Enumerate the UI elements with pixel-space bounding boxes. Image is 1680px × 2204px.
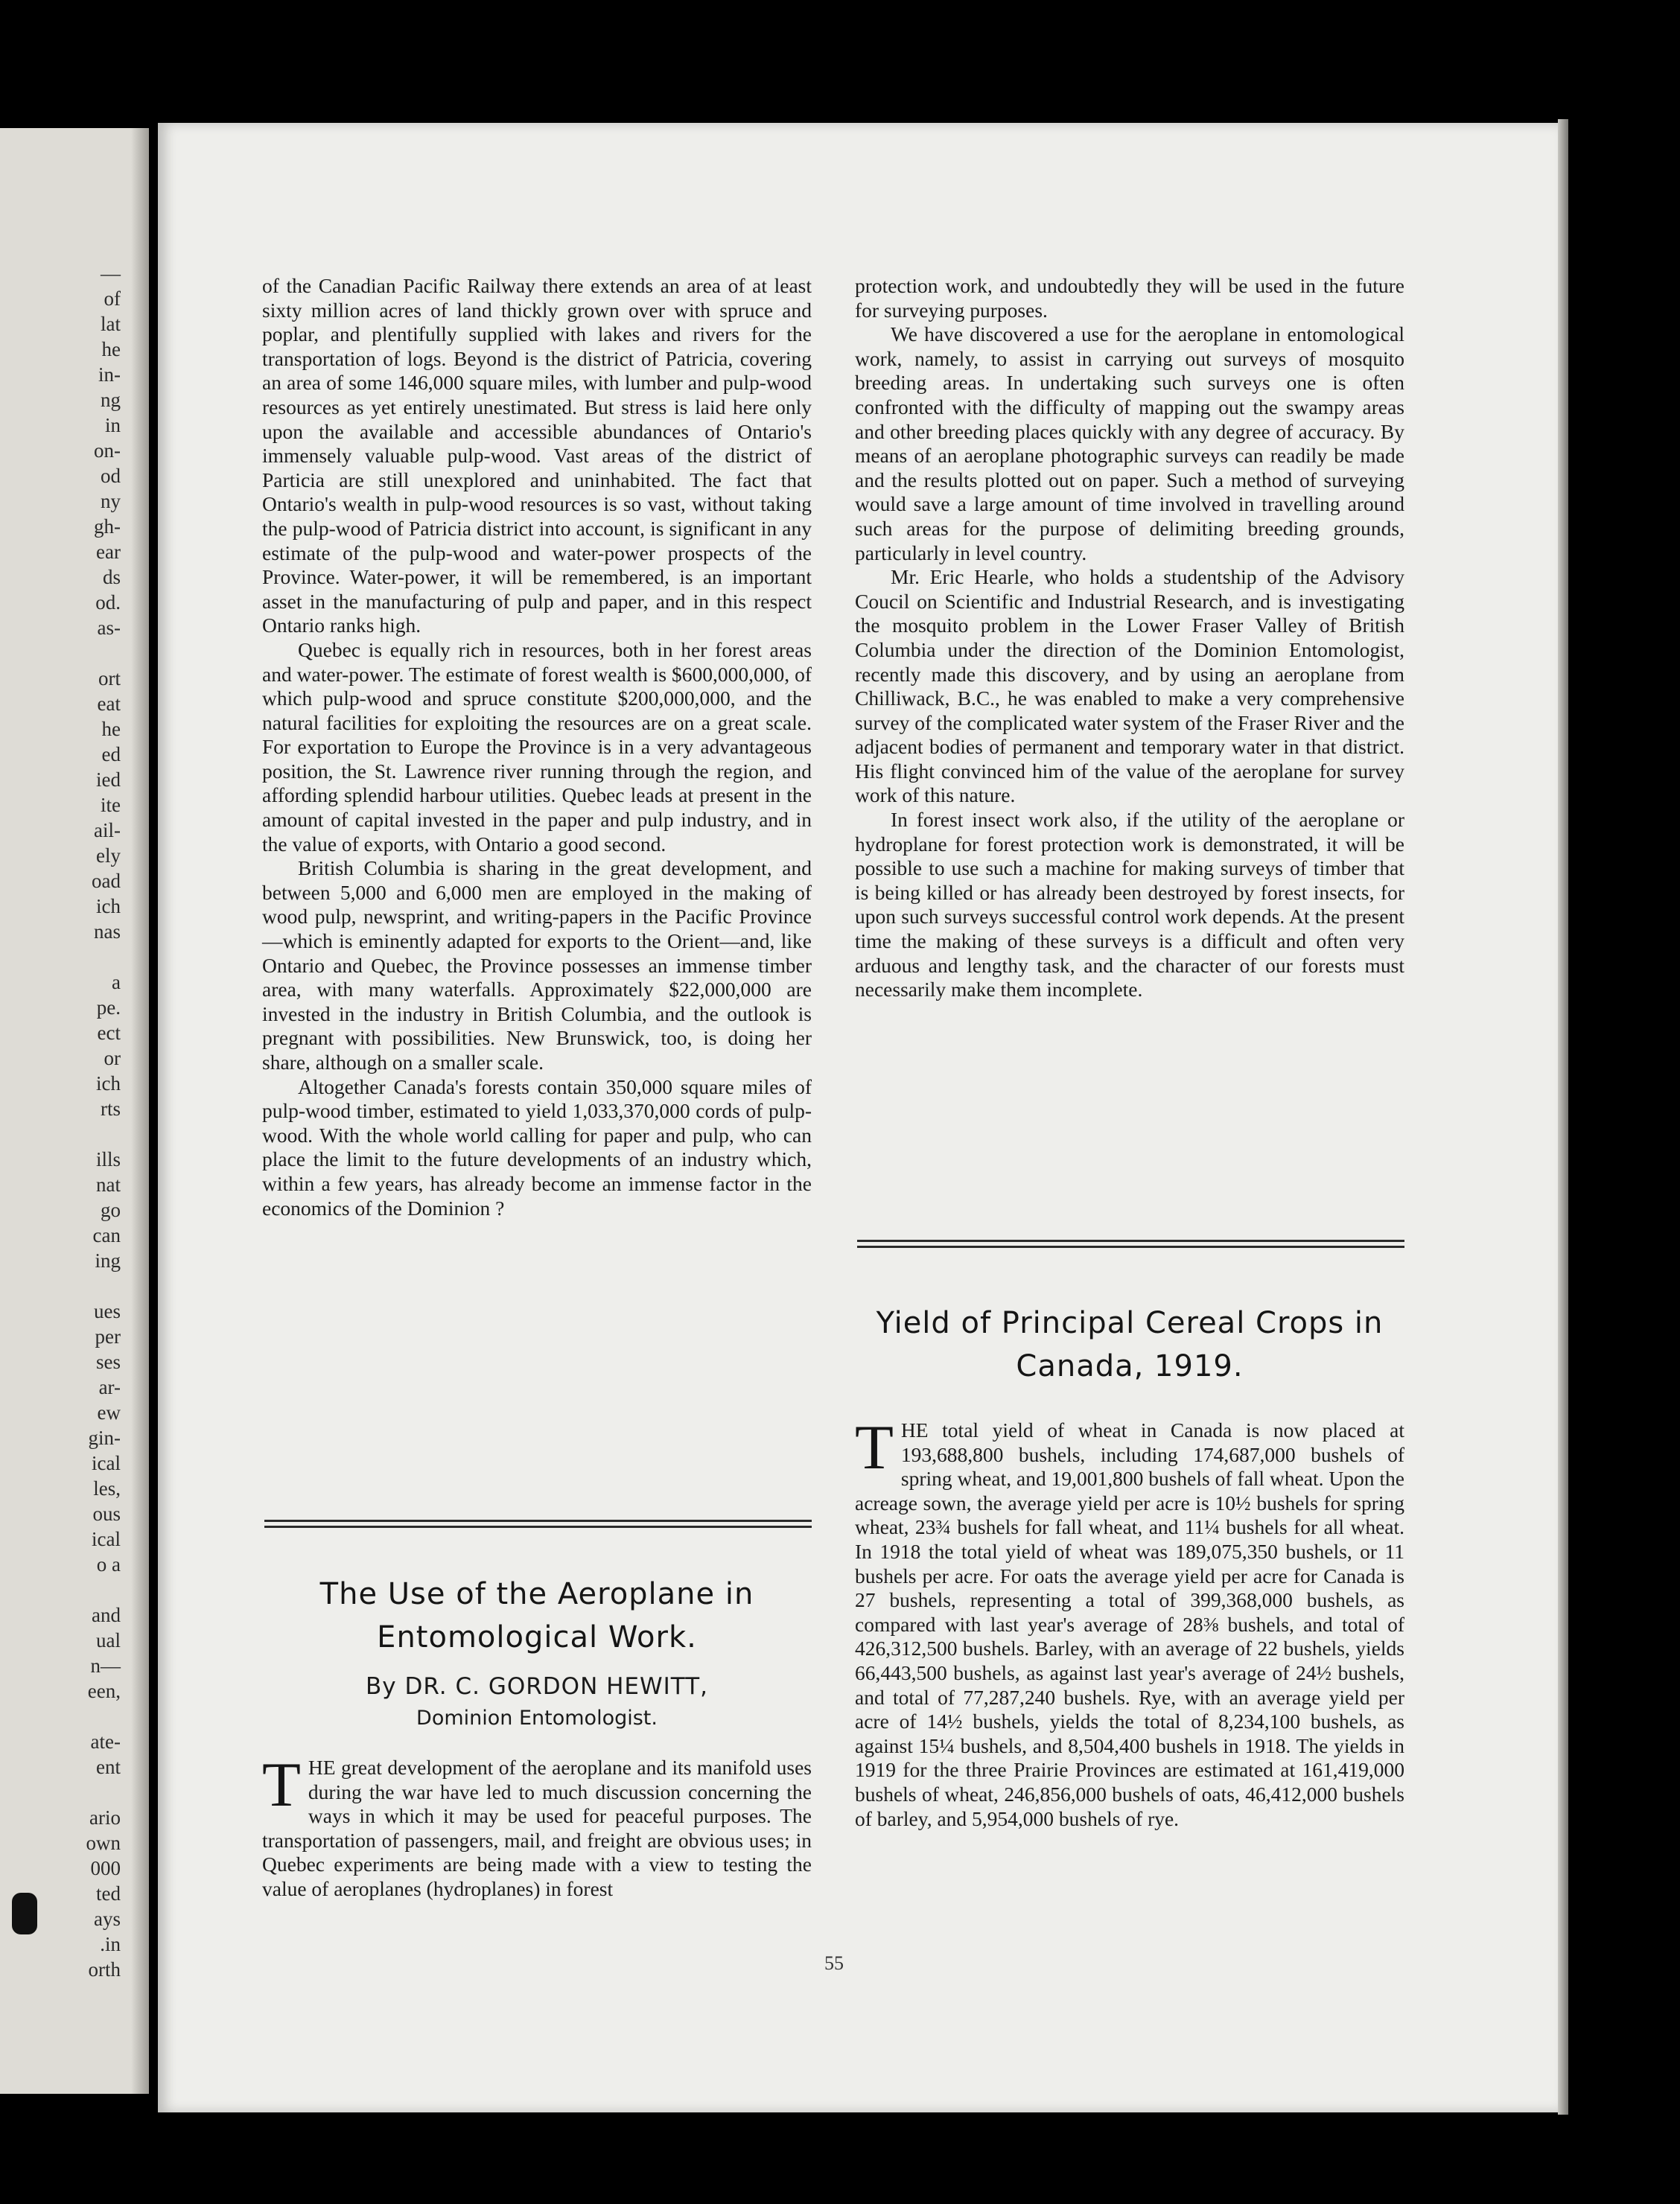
drop-cap: T xyxy=(855,1412,894,1482)
facing-page-fragment: les, xyxy=(93,1477,121,1500)
facing-page-fragment: a xyxy=(112,971,121,993)
facing-page-fragment: per xyxy=(95,1325,121,1348)
facing-page-fragment: ich xyxy=(96,895,121,917)
facing-page-fragment: of xyxy=(104,287,121,310)
cereal-paragraph xyxy=(855,1412,1404,1831)
facing-page-fragment xyxy=(86,1780,121,1805)
facing-page-fragment xyxy=(86,1704,121,1729)
facing-page-fragment: and xyxy=(92,1604,121,1626)
facing-page-fragment: — xyxy=(101,262,121,284)
column-1 xyxy=(262,274,812,1220)
author-affiliation: Dominion Entomologist. xyxy=(416,1707,658,1730)
page-edge xyxy=(1558,119,1568,2115)
facing-page-fragment: ical xyxy=(92,1452,121,1474)
facing-page-fragment: nat xyxy=(96,1173,121,1196)
gutter-shadow xyxy=(131,128,149,2094)
facing-page-fragment: ous xyxy=(92,1503,121,1525)
drop-cap: T xyxy=(262,1750,301,1820)
facing-page-fragment: eat xyxy=(97,692,121,715)
facing-page-fragment xyxy=(86,1273,121,1299)
facing-page-fragment: rts xyxy=(101,1098,121,1120)
aeroplane-article-start xyxy=(262,1750,812,1902)
facing-page xyxy=(0,128,149,2094)
facing-page-fragment: ues xyxy=(94,1300,121,1322)
facing-page-fragment xyxy=(86,1577,121,1602)
facing-page-fragment: ar- xyxy=(98,1376,121,1398)
facing-page-fragment: .in xyxy=(100,1933,121,1955)
facing-page-fragment: od xyxy=(101,465,121,487)
facing-page-fragment: ills xyxy=(95,1148,121,1171)
facing-page-fragment: ing xyxy=(95,1249,121,1272)
forest-paragraph-1: of the Canadian Pacific Railway there extends an area of at least sixty million acres of land thickly grown over with spruce and poplar, and plentifully supplied with lakes and rivers for the transportation of logs. Beyond is the district of Patricia, covering an area of some 146,000 square miles, with lumber and pulp-wood resources as yet entirely unestimated. But stress is laid here only upon the available and accessible abundances of Ontario's immensely valuable pulp-wood. Vast areas of the district of Particia are still unexplored and uninhabited. The fact that Ontario's wealth in pulp-wood resources is so vast, without taking the pulp-wood of Patricia district into account, is significant in any estimate of the pulp-wood and water-power prospects of the Province. Water-power, it will be remembered, is an important asset in the manufacturing of pulp and paper, and in this respect Ontario ranks high. xyxy=(262,274,812,637)
aeroplane-paragraph-1 xyxy=(262,1750,812,1902)
forest-paragraph-3: British Columbia is sharing in the great development, and between 5,000 and 6,000 men are employed in the making of wood pulp, newsprint, and writing-papers in the Pacific Province—which is eminently adapted for exports to the Orient—and, like Ontario and Quebec, the Province possesses an immense timber area, with many waterfalls. Approximately $22,000,000 are invested in the industry in British Columbia, and the outlook is pregnant with possibilities. New Brunswick, too, is doing her share, although on a smaller scale. xyxy=(262,856,812,1074)
aeroplane-paragraph-2: We have discovered a use for the aeroplane in entomological work, namely, to assist in carrying out surveys of mosquito breeding areas. In undertaking such surveys one is often confronted with the difficulty of mapping out the swampy areas and other breeding places quickly with any degree of accuracy. By means of an aeroplane photographic surveys can readily be made and the results plotted out on paper. Such a method of surveying would save a large amount of time involved in travelling around such areas for the purpose of delimiting breeding grounds, particularly in level country. xyxy=(855,322,1404,564)
facing-page-fragment: he xyxy=(101,718,121,740)
facing-page-fragment xyxy=(86,1121,121,1147)
facing-page-fragment: ical xyxy=(92,1528,121,1550)
author-byline: By DR. C. GORDON HEWITT, xyxy=(366,1673,708,1700)
cereal-article-title: Yield of Principal Cereal Crops in Canada, 1919. xyxy=(876,1306,1384,1383)
facing-page-fragment: ely xyxy=(96,844,121,867)
forest-paragraph-2: Quebec is equally rich in resources, both in her forest areas and water-power. The estimate of forest wealth is $600,000,000, of which pulp-wood and spruce constitute $200,000,000, and the natural facilities for exploiting the resources are on a great scale. For exportation to Europe the Province is in a very advantageous position, the St. Lawrence river running through the region, and affording splendid harbour utilities. Quebec leads at present in the amount of capital invested in the paper and pulp industry, and in the value of exports, with Ontario a good second. xyxy=(262,637,812,856)
facing-page-fragment: ite xyxy=(101,794,121,816)
facing-page-fragment: ses xyxy=(96,1351,121,1373)
facing-page-fragment: ear xyxy=(96,541,121,563)
facing-page-fragment: pe. xyxy=(96,996,121,1019)
page-number: 55 xyxy=(824,1952,844,1974)
facing-page-fragment: as- xyxy=(97,617,121,639)
facing-page-fragment: ds xyxy=(102,566,121,588)
facing-page-fragment: ate- xyxy=(90,1730,121,1753)
facing-page-fragment: n— xyxy=(90,1654,121,1677)
facing-page-fragment: od. xyxy=(95,591,121,614)
facing-page-fragment: 000 xyxy=(90,1857,121,1879)
facing-page-fragment: in- xyxy=(98,363,121,386)
facing-page-fragment: ich xyxy=(96,1072,121,1095)
facing-page-fragment: ort xyxy=(98,667,121,689)
facing-page-fragment: ny xyxy=(101,490,121,512)
aeroplane-paragraph-4: In forest insect work also, if the utility of the aeroplane or hydroplane for forest protection work is demonstrated, it will be possible to use such a machine for making surveys of timber that is being killed or has already been destroyed by forest insects, for upon such surveys successful control work depends. At the present time the making of these surveys is a difficult and often very arduous and lengthy task, and the character of our forests must necessarily make them incomplete. xyxy=(855,808,1404,1001)
aeroplane-paragraph-1-text: HE great development of the aeroplane and its manifold uses during the war have led to much discussion concerning the ways in which it may be used for peaceful purposes. The transportation of passengers, mail, and freight are obvious uses; in Quebec experiments are being made with a view to testing the value of aeroplanes (hydroplanes) in forest xyxy=(262,1756,812,1900)
facing-page-fragment: he xyxy=(101,338,121,360)
facing-page-fragment: ed xyxy=(101,743,121,765)
facing-page-fragment: lat xyxy=(101,313,121,335)
facing-page-fragment: can xyxy=(92,1224,121,1246)
facing-page-fragment: or xyxy=(104,1047,121,1069)
cereal-article xyxy=(855,1412,1404,1831)
facing-page-fragment: ail- xyxy=(94,819,121,841)
facing-page-fragment: ario xyxy=(89,1806,121,1829)
facing-page-fragment: ew xyxy=(97,1401,121,1424)
facing-page-fragment: ual xyxy=(96,1629,121,1652)
facing-page-fragment: gin- xyxy=(88,1427,121,1449)
facing-page-fragment: own xyxy=(86,1832,121,1854)
cereal-paragraph-text: HE total yield of wheat in Canada is now placed at 193,688,800 bushels, including 174,687,000 bushels of spring wheat, and 19,001,800 bushels of fall wheat. Upon the acreage sown, the average yield per acre is 10½ bushels for spring wheat, 23¾ bushels for fall wheat, and 11¼ bushels for all wheat. In 1918 the total yield of wheat was 189,075,350 bushels, or 11 bushels per acre. For oats the average yield per acre for Canada is 27 bushels, representing a total of 399,368,000 bushels, as compared with last year's average of 28⅜ bushels, and total of 426,312,500 bushels. Barley, with an average of 22 bushels, yields 66,443,500 bushels, as against last year's average of 24½ bushels, and total of 77,287,240 bushels. Rye, with an average yield per acre of 14½ bushels, yields the total of 8,234,100 bushels, as against 15¼ bushels, and 8,504,400 bushels in 1918. The yields in 1919 for the three Prairie Provinces are estimated at 161,419,000 bushels of wheat, 246,856,000 bushels of oats, 46,412,000 bushels of barley, and 5,954,000 bushels of rye. xyxy=(855,1418,1404,1830)
aeroplane-article-title: The Use of the Aeroplane in Entomological Work. xyxy=(319,1577,754,1654)
section-divider-left xyxy=(264,1520,812,1528)
facing-page-fragment xyxy=(86,944,121,969)
column-2 xyxy=(855,274,1404,1002)
ink-blot xyxy=(12,1893,37,1934)
facing-page-fragment: go xyxy=(101,1199,121,1221)
facing-page-fragment: in xyxy=(104,414,121,436)
facing-page-fragment: ent xyxy=(96,1756,121,1778)
facing-page-fragment: een, xyxy=(87,1680,121,1702)
facing-page-fragment: orth xyxy=(88,1958,121,1981)
aeroplane-paragraph-3: Mr. Eric Hearle, who holds a studentship of the Advisory Coucil on Scientific and Industrial Research, and is investigating the mosquito problem in the Lower Fraser Valley of British Columbia under the direction of the Dominion Entomologist, recently made this discovery, and by using an aeroplane from Chilliwack, B.C., he was enabled to make a very comprehensive survey of the complicated water system of the Fraser River and the adjacent bodies of permanent and temporary water in that district. His flight convinced him of the value of the aeroplane for survey work of this nature. xyxy=(855,565,1404,807)
facing-page-fragment: ted xyxy=(96,1882,121,1905)
section-divider-right xyxy=(857,1240,1404,1248)
forest-paragraph-4: Altogether Canada's forests contain 350,000 square miles of pulp-wood timber, estimated to yield 1,033,370,000 cords of pulp-wood. With the whole world calling for paper and pulp, who can place the limit to the future developments of an industry which, within a few years, has already become an immense factor in the economics of the Dominion ? xyxy=(262,1074,812,1220)
facing-page-fragment xyxy=(86,640,121,666)
facing-page-fragment: oad xyxy=(92,870,121,892)
facing-page-fragment: nas xyxy=(94,920,121,943)
facing-page-fragment: gh- xyxy=(94,515,121,538)
facing-page-fragment: ays xyxy=(94,1908,121,1930)
facing-page-fragment: o a xyxy=(96,1553,121,1576)
facing-page-fragment: ng xyxy=(101,389,121,411)
aeroplane-paragraph-continued: protection work, and undoubtedly they will be used in the future for surveying purposes. xyxy=(855,274,1404,322)
facing-page-fragment: ied xyxy=(96,768,121,791)
facing-page-fragment: on- xyxy=(94,439,121,462)
facing-page-fragment: ect xyxy=(97,1022,121,1044)
facing-page-text-fragments xyxy=(86,261,121,1982)
